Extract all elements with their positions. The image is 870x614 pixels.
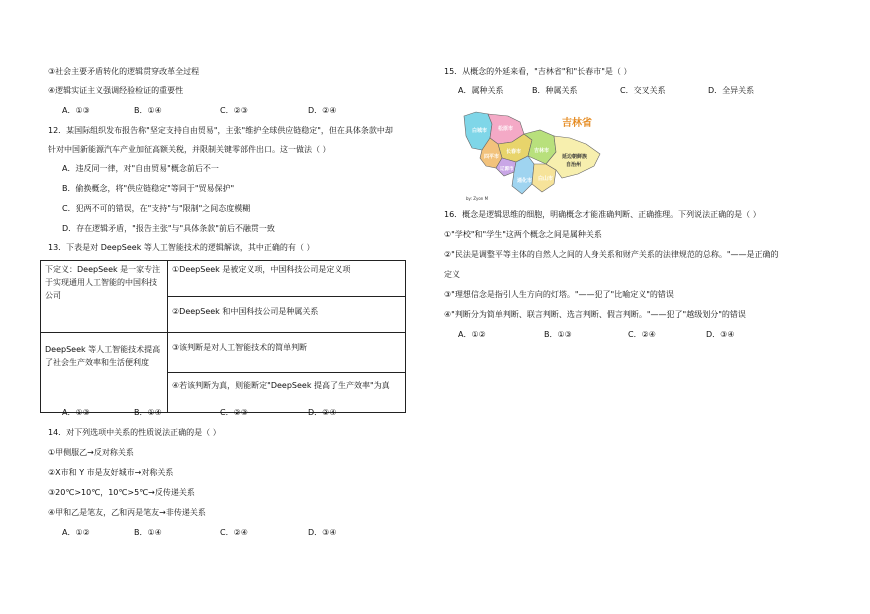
option-d[interactable]: D．②④ <box>308 106 337 115</box>
option-c[interactable]: C．②③ <box>220 106 248 115</box>
q16-item-3: ③"理想信念是指引人生方向的灯塔。"——犯了"比喻定义"的错误 <box>444 290 674 299</box>
q13-row1-left: 下定义：DeepSeek 是一家专注于实现通用人工智能的中国科技公司 <box>41 261 168 333</box>
option-a[interactable]: A．①③ <box>62 106 90 115</box>
option-a[interactable]: A．属种关系 <box>458 86 504 95</box>
option-d[interactable]: D．③④ <box>308 528 337 537</box>
map-graphic <box>462 108 618 204</box>
option-b[interactable]: B．①④ <box>134 408 162 417</box>
q16-item-2-line2: 定义 <box>444 270 460 279</box>
q15-stem: 15．从概念的外延来看，"吉林省"和"长春市"是（ ） <box>444 67 632 76</box>
option-a[interactable]: A．①② <box>458 330 486 339</box>
label-baicheng: 白城市 <box>472 128 488 134</box>
q15-options <box>458 86 788 96</box>
q13-table <box>40 260 406 413</box>
label-changchun: 长春市 <box>506 149 522 155</box>
q12-option-a[interactable]: A．违反同一律，对"自由贸易"概念前后不一 <box>62 164 219 173</box>
q13-row2-left: DeepSeek 等人工智能技术提高了社会生产效率和生活便利度 <box>41 333 168 413</box>
q13-row2-right-b: ④若该判断为真，则能断定"DeepSeek 提高了生产效率"为真 <box>168 373 406 413</box>
q14-item-3: ③20℃>10℃，10℃>5℃→反传递关系 <box>48 488 195 497</box>
q16-options <box>458 330 788 340</box>
q16-stem: 16．概念是逻辑思维的细胞，明确概念才能准确判断、正确推理。下列说法正确的是（ ） <box>444 210 761 219</box>
option-c[interactable]: C．交叉关系 <box>620 86 666 95</box>
option-c[interactable]: C．②③ <box>220 408 248 417</box>
option-b[interactable]: B．①③ <box>544 330 572 339</box>
option-c[interactable]: C．②④ <box>220 528 248 537</box>
label-baishan: 白山市 <box>538 176 554 182</box>
option-c[interactable]: C．②④ <box>628 330 656 339</box>
q16-item-4: ④"判断分为简单判断、联言判断、选言判断、假言判断。"——犯了"越级划分"的错误 <box>444 310 746 319</box>
q12-option-c[interactable]: C．犯两不可的错误，在"支持"与"限制"之间态度模糊 <box>62 204 251 213</box>
option-d[interactable]: D．②④ <box>308 408 337 417</box>
q12-stem-line2: 针对中国新能源汽车产业加征高额关税，并限制关键零部件出口。这一做法（ ） <box>48 145 331 154</box>
label-yanbian-1: 延边朝鲜族 <box>562 154 588 160</box>
q13-row2-right-a: ③该判断是对人工智能技术的简单判断 <box>168 333 406 373</box>
q12-option-d[interactable]: D．存在逻辑矛盾，"报告主张"与"具体条款"前后不融贯一致 <box>62 224 275 233</box>
option-b[interactable]: B．①④ <box>134 106 162 115</box>
option-a[interactable]: A．①③ <box>62 408 90 417</box>
q12-stem-line1: 12．某国际组织发布报告称"坚定支持自由贸易"，主张"维护全球供应链稳定"，但在具体条款中却 <box>48 126 393 135</box>
q16-item-2-line1: ②"民法是调整平等主体的自然人之间的人身关系和财产关系的法律规范的总称。"——是正确的 <box>444 250 779 259</box>
option-d[interactable]: D．全异关系 <box>708 86 755 95</box>
label-liaoyuan: 辽源市 <box>500 167 514 172</box>
q14-item-4: ④甲和乙是笔友，乙和丙是笔友→非传递关系 <box>48 508 206 517</box>
q10-item-3: ③社会主要矛盾转化的逻辑贯穿改革全过程 <box>48 67 200 76</box>
q13-stem: 13．下表是对 DeepSeek 等人工智能技术的逻辑解读，其中正确的有（ ） <box>48 243 315 252</box>
q13-options <box>62 408 362 418</box>
q16-item-1: ①"学校"和"学生"这两个概念之间是属种关系 <box>444 230 602 239</box>
label-tonghua: 通化市 <box>517 178 533 184</box>
label-jilin: 吉林市 <box>534 148 550 154</box>
label-yanbian-2: 自治州 <box>566 162 582 168</box>
option-b[interactable]: B．种属关系 <box>532 86 578 95</box>
q11-options <box>62 106 362 116</box>
q13-row1-right-a: ①DeepSeek 是被定义项，中国科技公司是定义项 <box>168 261 406 297</box>
q14-item-2: ②X市和 Y 市是友好城市→对称关系 <box>48 468 174 477</box>
map-credit: by: Zyon M <box>466 196 489 201</box>
q14-item-1: ①甲侧服乙→反对称关系 <box>48 448 134 457</box>
map-title: 吉林省 <box>562 118 592 129</box>
q12-option-b[interactable]: B．偷换概念，将"供应链稳定"等同于"贸易保护" <box>62 184 235 193</box>
jilin-province-map <box>462 108 618 204</box>
q10-item-4: ④逻辑实证主义强调经验检证的重要性 <box>48 86 184 95</box>
option-d[interactable]: D．③④ <box>706 330 735 339</box>
label-songyuan: 松原市 <box>498 126 514 132</box>
q14-stem: 14．对下列选项中关系的性质说法正确的是（ ） <box>48 428 221 437</box>
option-a[interactable]: A．①② <box>62 528 90 537</box>
label-siping: 四平市 <box>484 154 500 160</box>
option-b[interactable]: B．①④ <box>134 528 162 537</box>
q14-options <box>62 528 362 538</box>
q13-row1-right-b: ②DeepSeek 和中国科技公司是种属关系 <box>168 297 406 333</box>
